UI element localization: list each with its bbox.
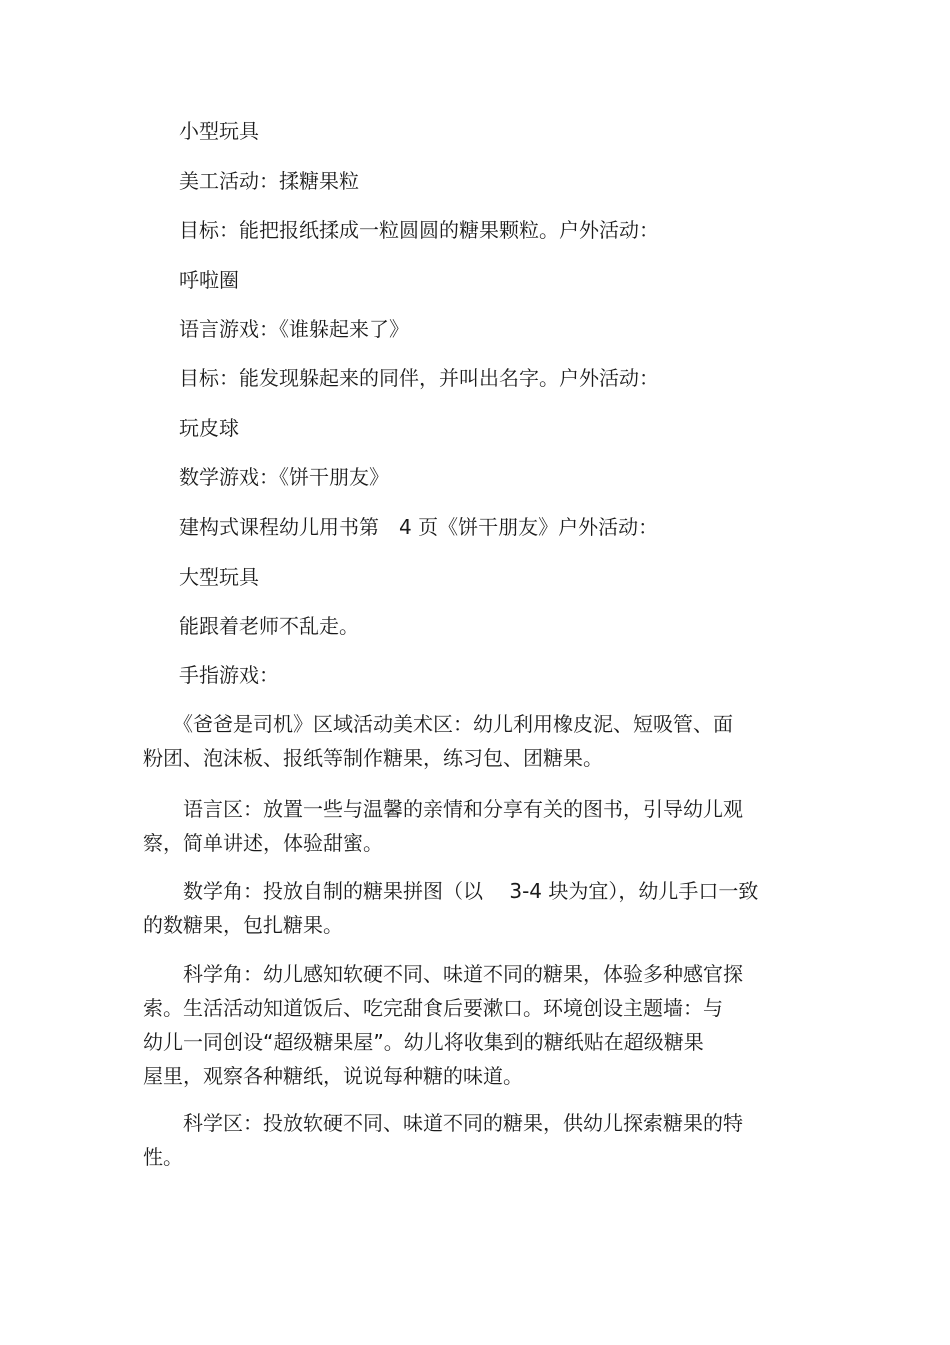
paragraph-language-area: 语言区：放置一些与温馨的亲情和分享有关的图书，引导幼儿观 察，简单讲述，体验甜蜜。 <box>143 797 743 855</box>
paragraph-science-corner: 科学角：幼儿感知软硬不同、味道不同的糖果，体验多种感官探 索。生活活动知道饭后、吃完甜食后要漱口。环境创设主题墙：与 幼儿一同创设“超级糖果屋”。幼儿将收集到的糖纸贴在超级糖果 屋里，观察各种糖纸，说说每种糖的味道。 <box>143 962 743 1088</box>
line-goal-candy: 目标：能把报纸揉成一粒圆圆的糖果颗粒。户外活动： <box>179 218 659 242</box>
line-hula-hoop: 呼啦圈 <box>179 268 239 292</box>
line-follow-teacher: 能跟着老师不乱走。 <box>179 614 359 638</box>
paragraph-art-area: 《爸爸是司机》区域活动美术区：幼儿利用橡皮泥、短吸管、面 粉团、泡沫板、报纸等制作糖果，练习包、团糖果。 <box>143 712 733 770</box>
line-ball: 玩皮球 <box>179 416 239 440</box>
line-art-activity: 美工活动：揉糖果粒 <box>179 169 359 193</box>
paragraph-math-corner: 数学角：投放自制的糖果拼图（以 3-4 块为宜），幼儿手口一致 的数糖果，包扎糖果。 <box>143 879 759 937</box>
line-goal-hide: 目标：能发现躲起来的同伴，并叫出名字。户外活动： <box>179 366 659 390</box>
line-language-game: 语言游戏：《谁躲起来了》 <box>179 317 409 341</box>
line-large-toys: 大型玩具 <box>179 565 259 589</box>
line-course-book: 建构式课程幼儿用书第 4 页《饼干朋友》户外活动： <box>179 515 659 539</box>
line-small-toys: 小型玩具 <box>179 119 259 143</box>
line-finger-game: 手指游戏： <box>179 663 279 687</box>
line-math-game: 数学游戏：《饼干朋友》 <box>179 465 389 489</box>
paragraph-science-area: 科学区：投放软硬不同、味道不同的糖果，供幼儿探索糖果的特 性。 <box>143 1111 743 1169</box>
